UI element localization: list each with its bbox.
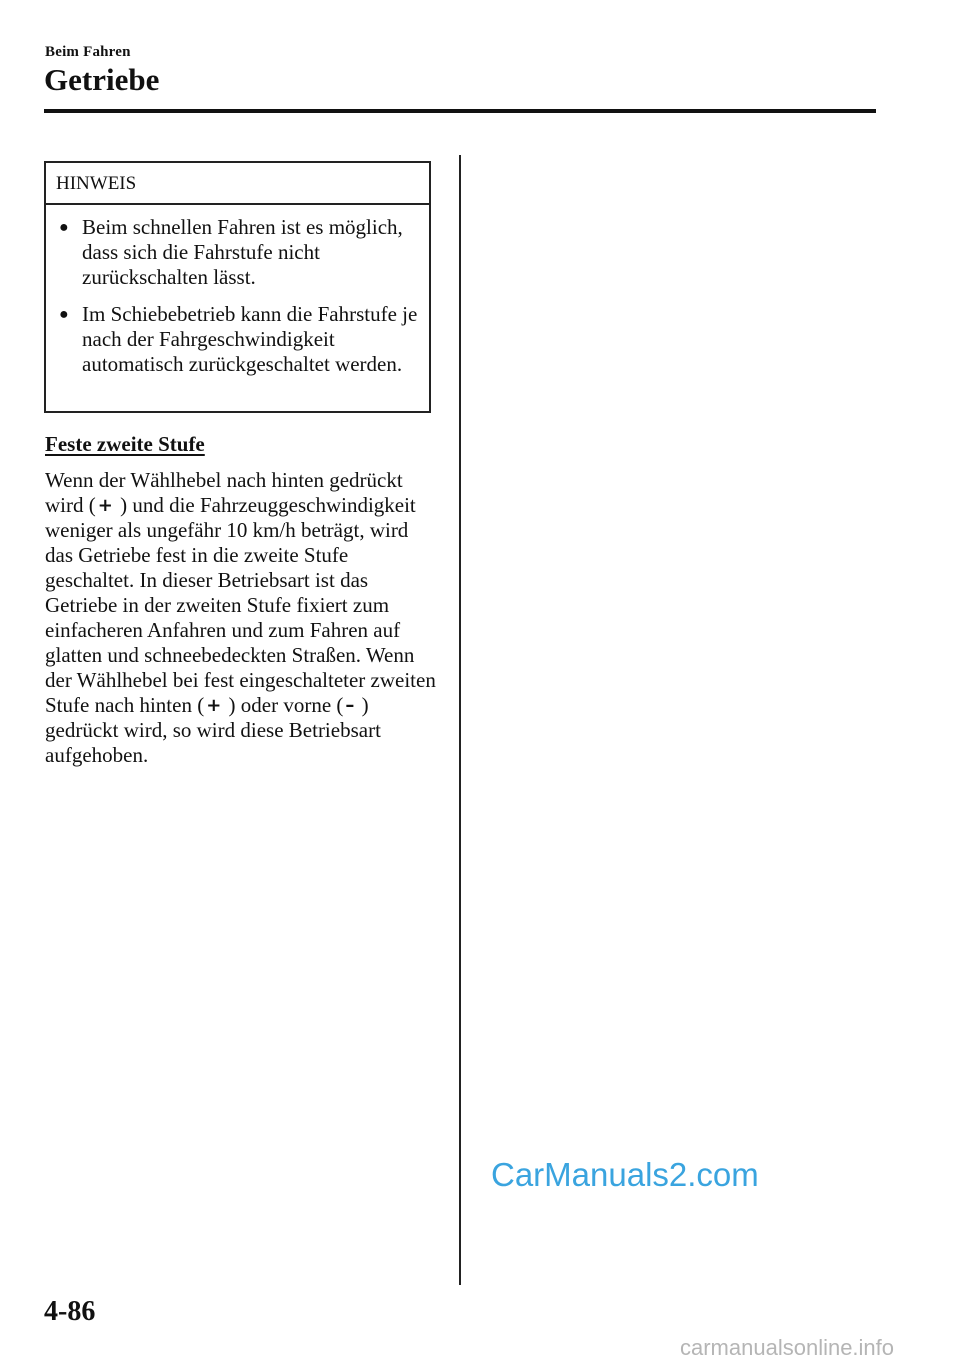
body-text-part: ) und die Fahrzeuggeschwindigkeit weniger als ungefähr 10 km/h beträgt, wird das Getriebe fest in die zweite Stufe geschaltet. In dieser Betriebsart ist das Getriebe in der zweiten Stufe fixiert zum einfacheren Anfahren und zum Fahren auf glatten und schneebedeckten Straßen. Wenn der Wählhebel bei fest eingeschalteter zweiten Stufe nach hinten ( xyxy=(45,493,436,717)
chapter-title: Getriebe xyxy=(44,62,160,97)
body-text-part: ) gedrückt wird, so wird diese Betriebsart aufgehoben. xyxy=(45,693,381,767)
footer-site-watermark[interactable]: carmanualsonline.info xyxy=(680,1335,895,1360)
note-item-text: Beim schnellen Fahren ist es möglich, dass sich die Fahrstufe nicht zurückschalten lässt. xyxy=(82,215,403,289)
section-label: Beim Fahren xyxy=(45,44,131,60)
note-box xyxy=(44,161,431,413)
minus-icon: – xyxy=(345,695,355,716)
note-item xyxy=(54,215,423,290)
plus-icon: + xyxy=(206,695,222,716)
bullet-icon: ● xyxy=(59,306,69,323)
note-item xyxy=(54,302,423,377)
bullet-icon: ● xyxy=(59,219,69,236)
body-text-part: Wenn der Wählhebel nach hinten gedrückt wird ( xyxy=(45,468,403,517)
column-divider xyxy=(459,155,461,1285)
watermark-logo[interactable]: CarManuals2.com xyxy=(491,1156,759,1193)
note-list xyxy=(46,205,429,377)
body-text-part: ) oder vorne ( xyxy=(223,693,344,717)
plus-icon: + xyxy=(97,495,113,516)
note-title: HINWEIS xyxy=(46,163,429,205)
section-body xyxy=(45,468,437,768)
section-heading: Feste zweite Stufe xyxy=(45,432,205,456)
page-number: 4-86 xyxy=(44,1296,96,1327)
note-item-text: Im Schiebebetrieb kann die Fahrstufe je nach der Fahrgeschwindigkeit automatisch zurückgeschaltet werden. xyxy=(82,302,418,376)
header-rule xyxy=(44,109,876,113)
